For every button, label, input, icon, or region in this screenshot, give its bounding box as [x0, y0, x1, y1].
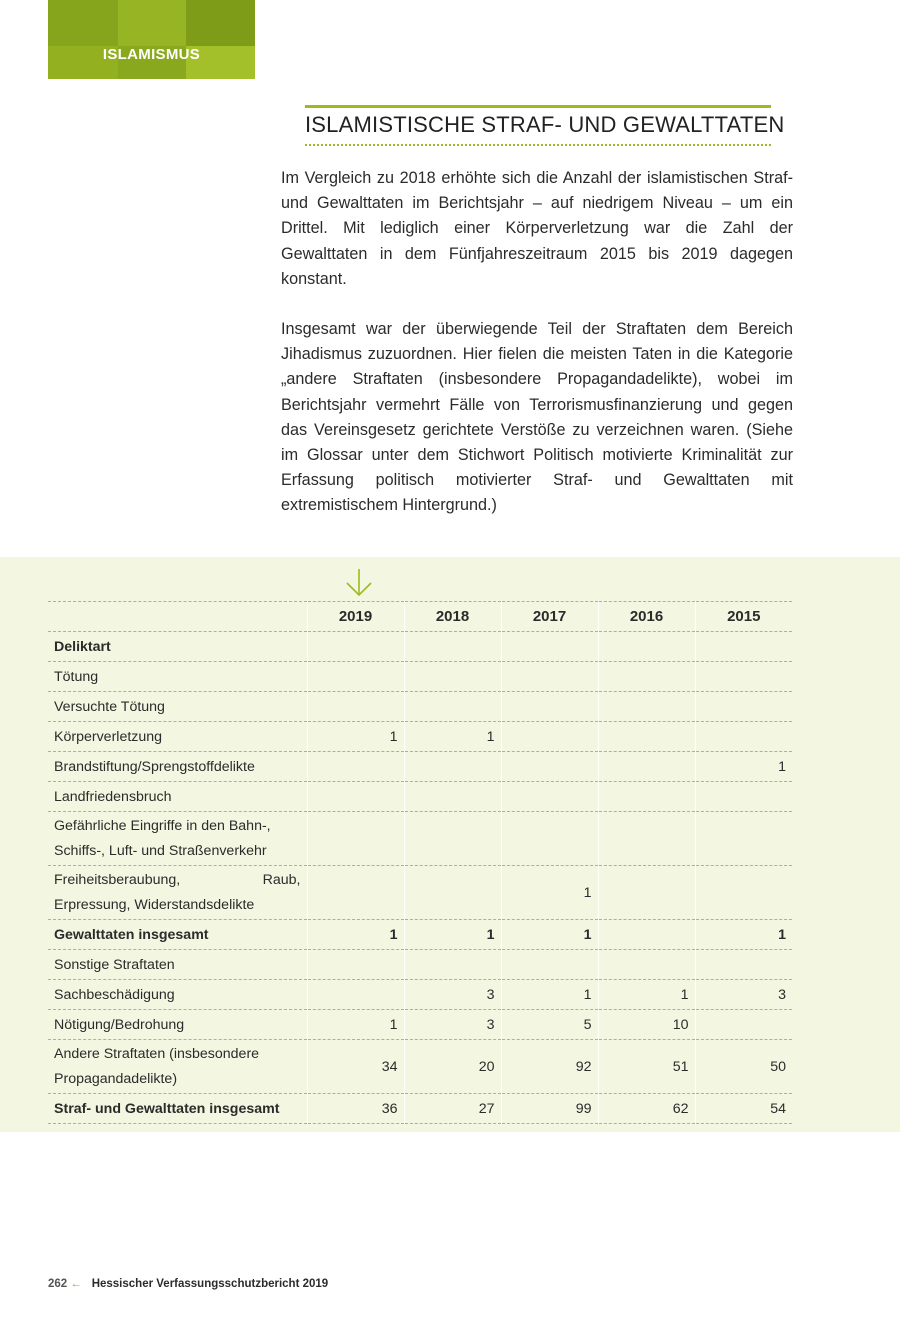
cell-2015: 54 — [695, 1094, 792, 1124]
publication-title: Hessischer Verfassungsschutzbericht 2019 — [91, 1278, 329, 1290]
row-label: Nötigung/Bedrohung — [48, 1010, 307, 1040]
cell-2016 — [598, 722, 695, 752]
table-row — [48, 1040, 792, 1094]
cell-2017: 92 — [501, 1040, 598, 1094]
year-header-2016: 2016 — [598, 602, 695, 632]
section-label: ISLAMISMUS — [102, 46, 201, 63]
table-header-row — [48, 602, 792, 632]
cell-2017 — [501, 782, 598, 812]
table-row — [48, 812, 792, 866]
cell-2019: 1 — [307, 722, 404, 752]
cell-2018 — [404, 662, 501, 692]
cell-2016: 62 — [598, 1094, 695, 1124]
cell-2019: 1 — [307, 920, 404, 950]
page-number: 262 — [48, 1278, 68, 1290]
cell-2015 — [695, 662, 792, 692]
cell-2019 — [307, 980, 404, 1010]
arrow-left-icon: ← — [70, 1278, 82, 1290]
cell-2018 — [404, 752, 501, 782]
cell-2015 — [695, 950, 792, 980]
cell-2016 — [598, 692, 695, 722]
cell-2019: 36 — [307, 1094, 404, 1124]
cell-2015 — [695, 782, 792, 812]
cell-2018: 27 — [404, 1094, 501, 1124]
row-label: Landfriedensbruch — [48, 782, 307, 812]
table-row — [48, 1094, 792, 1124]
table-row — [48, 752, 792, 782]
cell-2015: 3 — [695, 980, 792, 1010]
cell-2015 — [695, 866, 792, 920]
cell-2015: 1 — [695, 920, 792, 950]
section-tab — [48, 0, 255, 79]
cell-2019 — [307, 950, 404, 980]
cell-2018 — [404, 950, 501, 980]
row-label: Tötung — [48, 662, 307, 692]
cell-2017: 1 — [501, 920, 598, 950]
cell-2015: 1 — [695, 752, 792, 782]
statistics-table — [48, 601, 792, 1124]
table-row — [48, 662, 792, 692]
cell-2019 — [307, 662, 404, 692]
year-header-2017: 2017 — [501, 602, 598, 632]
table-row — [48, 722, 792, 752]
cell-2017 — [501, 632, 598, 662]
cell-2016 — [598, 920, 695, 950]
cell-2018 — [404, 692, 501, 722]
cell-2016 — [598, 752, 695, 782]
cell-2017: 99 — [501, 1094, 598, 1124]
row-label: Körperverletzung — [48, 722, 307, 752]
cell-2015 — [695, 812, 792, 866]
cell-2015: 50 — [695, 1040, 792, 1094]
table-row — [48, 632, 792, 662]
cell-2016 — [598, 662, 695, 692]
row-label: Andere Straftaten (insbesondere Propagandadelikte) — [48, 1040, 307, 1094]
cell-2016: 51 — [598, 1040, 695, 1094]
page-heading: ISLAMISTISCHE STRAF- UND GEWALTTATEN — [305, 112, 785, 137]
table-row — [48, 980, 792, 1010]
row-label: Sonstige Straftaten — [48, 950, 307, 980]
cell-2016 — [598, 812, 695, 866]
paragraph-1: Im Vergleich zu 2018 erhöhte sich die Anzahl der islamistischen Straf- und Gewalttaten im Berichtsjahr – auf niedrigem Niveau – um ein Drittel. Mit lediglich einer Körperverletzung war die Zahl der Gewalttaten in dem Fünfjahreszeitraum 2015 bis 2019 dagegen konstant. — [281, 169, 793, 288]
cell-2019 — [307, 752, 404, 782]
row-label: Straf- und Gewalttaten insgesamt — [48, 1094, 307, 1124]
cell-2018 — [404, 812, 501, 866]
year-header-2019: 2019 — [307, 602, 404, 632]
cell-2019 — [307, 782, 404, 812]
year-header-2015: 2015 — [695, 602, 792, 632]
cell-2019 — [307, 632, 404, 662]
cell-2016 — [598, 866, 695, 920]
cell-2018: 1 — [404, 920, 501, 950]
paragraph-2: Insgesamt war der überwiegende Teil der Straftaten dem Bereich Jihadismus zuzuordnen. Hier fielen die meisten Taten in die Kategorie „andere Straftaten (insbesondere Propagandadelikte), wobei im Berichtsjahr vermehrt Fälle von Terrorismusfinanzierung und gegen das Vereinsgesetz gerichtete Verstöße zu verzeichnen waren. (Siehe im Glossar unter dem Stichwort Politisch motivierte Kriminalität zur Erfassung politisch motivierter Straf- und Gewalttaten mit extremistischem Hintergrund.) — [281, 320, 793, 515]
cell-2017: 1 — [501, 980, 598, 1010]
heading-rule — [305, 105, 771, 108]
cell-2018: 3 — [404, 980, 501, 1010]
cell-2015 — [695, 722, 792, 752]
table-row — [48, 950, 792, 980]
cell-2018 — [404, 632, 501, 662]
row-label: Sachbeschädigung — [48, 980, 307, 1010]
row-label: Gewalttaten insgesamt — [48, 920, 307, 950]
row-label: Deliktart — [48, 632, 307, 662]
cell-2018 — [404, 866, 501, 920]
cell-2019 — [307, 812, 404, 866]
table-row — [48, 782, 792, 812]
page-footer — [48, 1278, 328, 1290]
table-row — [48, 866, 792, 920]
cell-2017: 5 — [501, 1010, 598, 1040]
cell-2015 — [695, 1010, 792, 1040]
heading-underline — [305, 144, 771, 146]
cell-2016: 1 — [598, 980, 695, 1010]
table-row — [48, 692, 792, 722]
cell-2019 — [307, 866, 404, 920]
cell-2015 — [695, 692, 792, 722]
cell-2017 — [501, 752, 598, 782]
cell-2018: 20 — [404, 1040, 501, 1094]
row-label: Versuchte Tötung — [48, 692, 307, 722]
arrow-down-icon — [345, 568, 373, 598]
cell-2018: 3 — [404, 1010, 501, 1040]
cell-2017 — [501, 662, 598, 692]
cell-2017 — [501, 812, 598, 866]
cell-2017 — [501, 722, 598, 752]
cell-2018: 1 — [404, 722, 501, 752]
cell-2015 — [695, 632, 792, 662]
cell-2016 — [598, 632, 695, 662]
cell-2019: 34 — [307, 1040, 404, 1094]
year-header-2018: 2018 — [404, 602, 501, 632]
cell-2016 — [598, 782, 695, 812]
table-row — [48, 1010, 792, 1040]
cell-2016 — [598, 950, 695, 980]
cell-2019: 1 — [307, 1010, 404, 1040]
row-label: Brandstiftung/Sprengstoffdelikte — [48, 752, 307, 782]
table-row — [48, 920, 792, 950]
cell-2018 — [404, 782, 501, 812]
cell-2017 — [501, 950, 598, 980]
cell-2016: 10 — [598, 1010, 695, 1040]
header-blank — [48, 602, 307, 632]
cell-2017 — [501, 692, 598, 722]
row-label: Gefährliche Eingriffe in den Bahn-, Schiffs-, Luft- und Straßenverkehr — [48, 812, 307, 866]
cell-2019 — [307, 692, 404, 722]
row-label: Freiheitsberaubung, Raub, Erpressung, Widerstandsdelikte — [48, 866, 307, 920]
cell-2017: 1 — [501, 866, 598, 920]
